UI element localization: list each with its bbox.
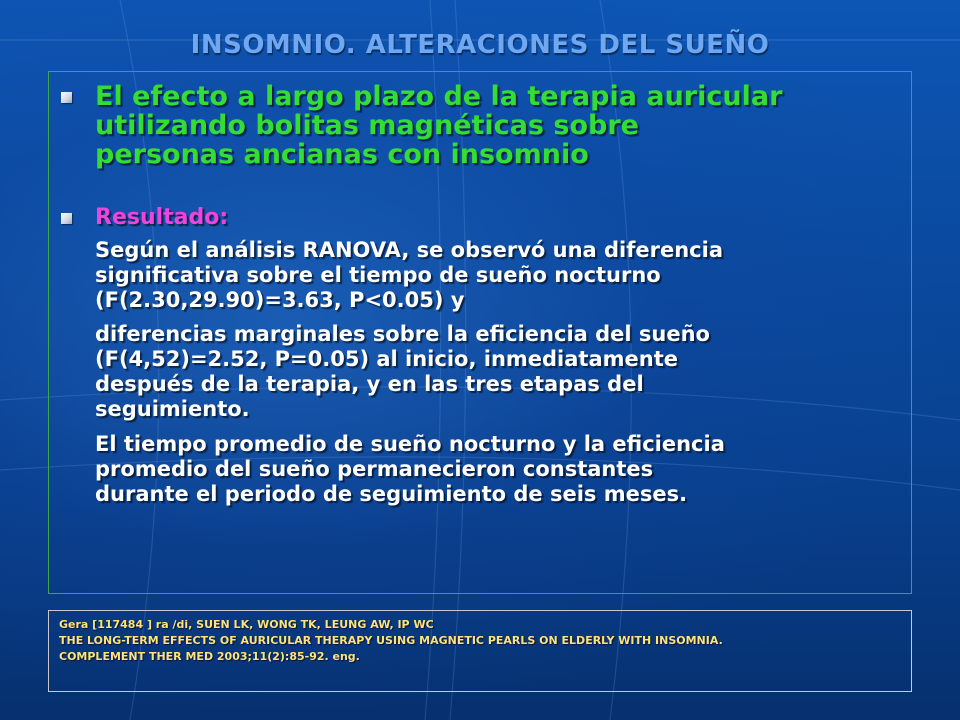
reference-journal: COMPLEMENT THER MED 2003;11(2):85-92. eng. — [59, 650, 360, 663]
paragraph-line: seguimiento. — [95, 397, 250, 421]
paragraph-line: El tiempo promedio de sueño nocturno y la eficiencia — [95, 432, 725, 456]
square-bullet-icon — [61, 92, 72, 103]
reference-box — [48, 610, 912, 692]
result-heading: Resultado: — [95, 205, 229, 230]
paragraph-line: durante el periodo de seguimiento de seis meses. — [95, 482, 688, 506]
slide-title: INSOMNIO. ALTERACIONES DEL SUEÑO — [190, 30, 770, 60]
paragraph-line: (F(4,52)=2.52, P=0.05) al inicio, inmediatamente — [95, 347, 678, 371]
content-box — [48, 71, 912, 594]
topic-line-2: utilizando bolitas magnéticas sobre — [95, 110, 639, 141]
paragraph-line: significativa sobre el tiempo de sueño nocturno — [95, 263, 661, 287]
paragraph-line: (F(2.30,29.90)=3.63, P<0.05) y — [95, 288, 465, 312]
square-bullet-icon — [61, 213, 72, 224]
paragraph-line: Según el análisis RANOVA, se observó una diferencia — [95, 238, 724, 262]
paragraph-line: promedio del sueño permanecieron constantes — [95, 457, 654, 481]
paragraph-line: después de la terapia, y en las tres etapas del — [95, 372, 644, 396]
reference-authors: Gera [117484 ] ra /di, SUEN LK, WONG TK, LEUNG AW, IP WC — [59, 618, 434, 631]
paragraph-line: diferencias marginales sobre la eficiencia del sueño — [95, 322, 710, 346]
reference-title: THE LONG-TERM EFFECTS OF AURICULAR THERAPY USING MAGNETIC PEARLS ON ELDERLY WITH INSOMNIA. — [59, 634, 723, 647]
topic-line-3: personas ancianas con insomnio — [95, 139, 589, 170]
topic-line-1: El efecto a largo plazo de la terapia auricular — [95, 81, 783, 112]
